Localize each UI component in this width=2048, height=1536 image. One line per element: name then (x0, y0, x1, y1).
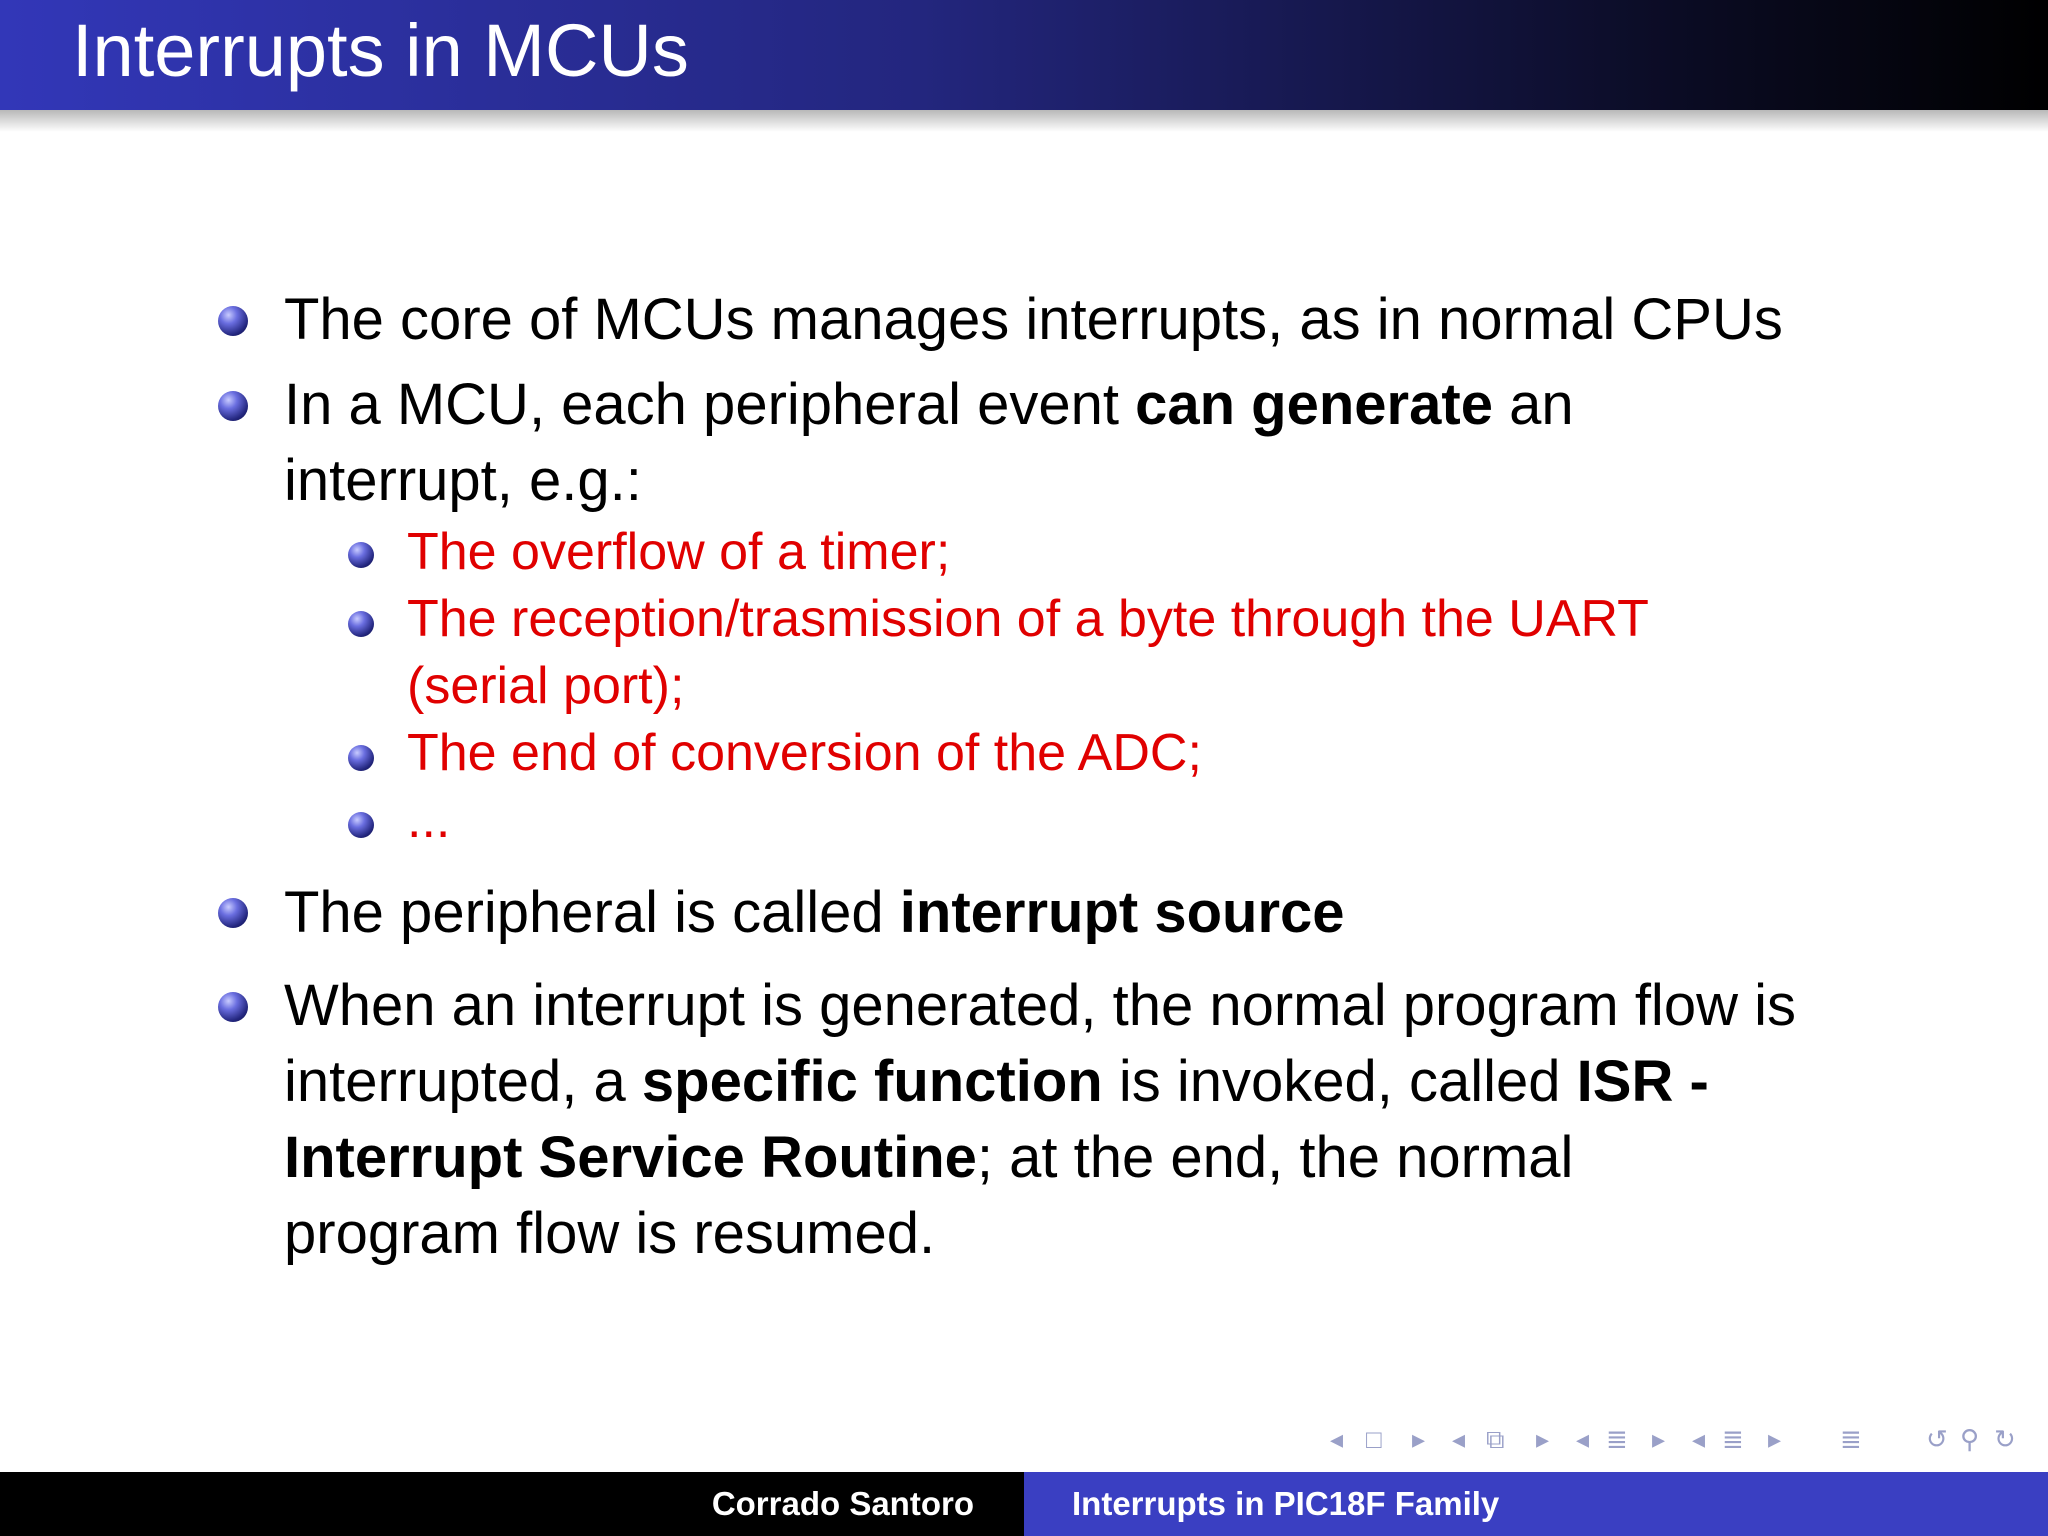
bullet-emphasis: ISR - (1576, 1049, 1709, 1114)
nav-forward-icon[interactable]: ↻ (1994, 1424, 2016, 1454)
sub-bullet-text: The reception/trasmission of a byte through the UART (407, 590, 1649, 648)
sub-bullet-text: ... (407, 791, 451, 849)
sub-bullet-text: The overflow of a timer; (407, 523, 951, 581)
bullet-emphasis: specific function (641, 1049, 1103, 1114)
sub-bullet-text: (serial port); (407, 657, 685, 715)
bullet-text: The peripheral is called (284, 880, 900, 945)
bullet-emphasis: can generate (1135, 372, 1493, 437)
nav-prev-frame-icon[interactable]: ◂ (1330, 1424, 1344, 1454)
footer-author: Corrado Santoro (711, 1485, 974, 1522)
bullet-emphasis: interrupt source (899, 880, 1345, 945)
nav-prev-subsection-icon[interactable]: ◂ (1452, 1424, 1466, 1454)
nav-search-icon[interactable]: ⚲ (1960, 1424, 1980, 1454)
bullet-item-1 (284, 282, 1924, 358)
nav-back-icon[interactable]: ↺ (1926, 1424, 1948, 1454)
nav-next-subsection-icon[interactable]: ▸ (1536, 1424, 1550, 1454)
bullet-item-4 (284, 968, 1924, 1272)
sub-bullet-item-2 (407, 586, 1847, 720)
navigation-bar (1330, 1424, 2030, 1454)
bullet-marker (218, 992, 248, 1022)
nav-next-section-icon[interactable]: ▸ (1652, 1424, 1666, 1454)
slide-title: Interrupts in MCUs (72, 9, 689, 92)
footer (0, 1472, 2048, 1536)
sub-bullet-item-4 (407, 787, 1847, 854)
bullet-text: interrupted, a (284, 1049, 642, 1114)
sub-bullet-marker (348, 542, 374, 568)
footer-author-box (0, 1472, 1024, 1536)
nav-prev-part-icon[interactable]: ◂ (1692, 1424, 1706, 1454)
bullet-marker (218, 898, 248, 928)
nav-frame-icon[interactable]: □ (1366, 1424, 1382, 1454)
nav-prev-section-icon[interactable]: ◂ (1576, 1424, 1590, 1454)
nav-section-icon[interactable]: ≣ (1606, 1424, 1628, 1454)
bullet-emphasis: Interrupt Service Routine (284, 1125, 977, 1190)
bullet-marker (218, 391, 248, 421)
nav-toc-icon[interactable]: ≣ (1840, 1424, 1862, 1454)
sub-bullet-marker (348, 812, 374, 838)
title-bar-shadow (0, 110, 2048, 132)
nav-subsection-icon[interactable]: ⧉ (1486, 1424, 1505, 1454)
footer-title: Interrupts in PIC18F Family (1072, 1485, 1500, 1522)
bullet-text: program flow is resumed. (284, 1201, 936, 1266)
sub-bullet-text: The end of conversion of the ADC; (407, 724, 1202, 782)
sub-bullet-item-1 (407, 519, 1847, 586)
sub-bullet-marker (348, 611, 374, 637)
nav-part-icon[interactable]: ≣ (1722, 1424, 1744, 1454)
footer-title-box (1024, 1472, 2048, 1536)
bullet-text: When an interrupt is generated, the normal program flow is (284, 973, 1796, 1038)
bullet-text: In a MCU, each peripheral event (284, 372, 1136, 437)
bullet-item-2 (284, 367, 1924, 519)
bullet-text: The core of MCUs manages interrupts, as in normal CPUs (284, 287, 1783, 352)
bullet-marker (218, 306, 248, 336)
bullet-item-3 (284, 875, 1924, 951)
bullet-text: interrupt, e.g.: (284, 448, 642, 513)
sub-bullet-marker (348, 745, 374, 771)
bullet-text: ; at the end, the normal (976, 1125, 1574, 1190)
sub-bullet-item-3 (407, 720, 1847, 787)
bullet-text: an (1492, 372, 1574, 437)
nav-next-part-icon[interactable]: ▸ (1768, 1424, 1782, 1454)
nav-next-frame-icon[interactable]: ▸ (1412, 1424, 1426, 1454)
title-bar (0, 0, 2048, 110)
bullet-text: is invoked, called (1102, 1049, 1577, 1114)
